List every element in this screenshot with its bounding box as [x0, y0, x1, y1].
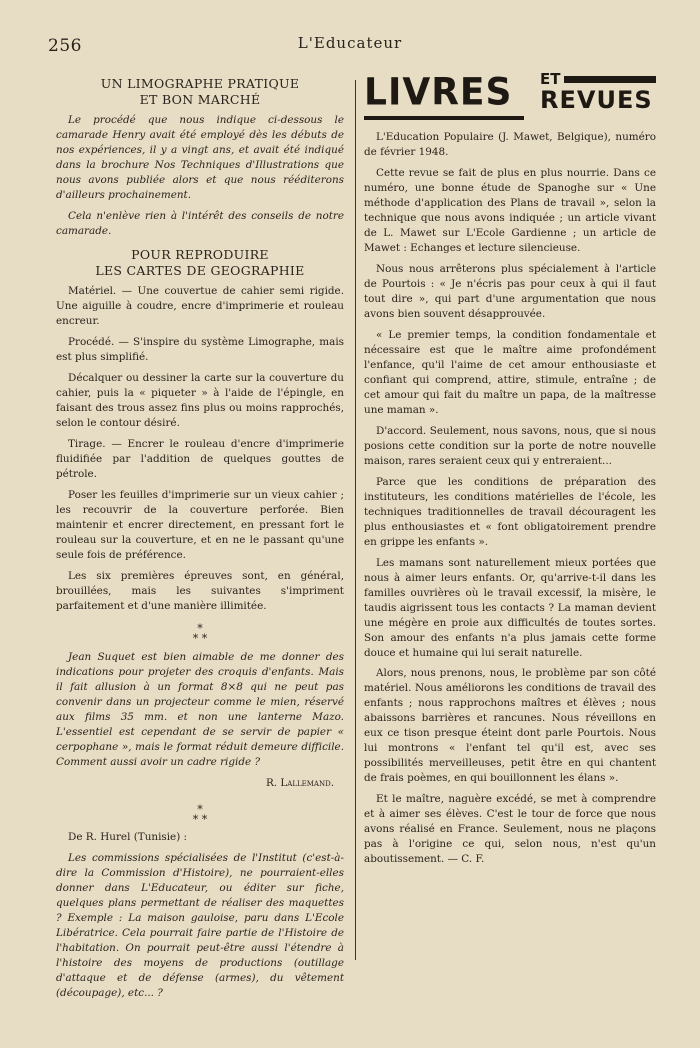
review-paragraph-3: D'accord. Seulement, nous savons, nous, que si nous posions cette condition sur la porte de notre nouvelle maison, rares seraient ceux qui y entreraient...	[364, 424, 656, 467]
article-subtitle-line-1: POUR REPRODUIRE	[131, 247, 269, 263]
review-paragraph-2: Nous nous arrêterons plus spécialement à l'article de Pourtois : « Je n'écris pas pour ceux à qui il faut tout dire », qui part d'une argumentation que nous avons bien souvent désapprouvée.	[364, 262, 656, 320]
paragraph-epreuves: Les six premières épreuves sont, en général, brouillées, mais les suivantes s'impriment parfaitement et d'une manière illimitée.	[56, 570, 344, 613]
paragraph-tirage: Tirage. — Encrer le rouleau d'encre d'imprimerie fluidifiée par l'addition de quelques gouttes de pétrole.	[56, 438, 344, 481]
review-paragraph-4: Parce que les conditions de préparation des instituteurs, les conditions matérielles de l'école, les techniques traditionnelles de travail découragent les plus enthousiastes et « font obligatoirement prendre en grippe les enfants ».	[364, 475, 656, 548]
masthead-revues: REVUES	[540, 86, 653, 114]
letter-from: De R. Hurel (Tunisie) :	[68, 831, 188, 844]
masthead-underline	[364, 116, 524, 120]
livres-revues-masthead	[364, 66, 658, 122]
article-subtitle	[56, 247, 344, 278]
review-paragraph-7: Et le maître, naguère excédé, se met à comprendre et à aimer ses élèves. C'est le tour de force que nous avons réalisé en France. Seulement, nous ne plaçons pas à l'origine ce qui, selon nous, n'est qu'un aboutissement. — C. F.	[364, 793, 656, 866]
review-paragraph-6: Alors, nous prenons, nous, le problème par son côté matériel. Nous améliorons les conditions de travail des enfants ; nous rapprochons maîtres et élèves ; nous abaissons barrières et rancunes. Nous réveillons en eux ce tison presque éteint dont parle Pourtois. Nous lui montrons « l'enfant tel qu'il est, avec ses possibilités merveilleuses, petit être en qui chantent de frais poèmes, en qui bouillonnent les élans ».	[364, 667, 656, 785]
page-number: 256	[48, 36, 82, 56]
right-column	[364, 130, 656, 873]
running-title: L'Educateur	[297, 34, 403, 52]
masthead-et: ET	[540, 70, 561, 88]
masthead-bar	[564, 76, 656, 83]
review-paragraph-1: Cette revue se fait de plus en plus nourrie. Dans ce numéro, une bonne étude de Spanoghe sur « Une méthode d'application des Plans de travail », selon la technique que nous avons indiquée ; un article vivant de L. Mawet sur L'Ecole Gardienne ; un article de Mawet : Echanges et lecture silencieuse.	[364, 166, 656, 254]
column-divider	[355, 80, 356, 960]
left-column	[56, 76, 344, 1007]
review-paragraph-5: Les mamans sont naturellement mieux portées que nous à aimer leurs enfants. Or, qu'arrive-t-il dans les familles ouvrières où le travail excessif, la misère, le taudis aigrissent tous les contacts ? La maman devient une mégère en proie aux difficultés de toutes sortes. Son amour des enfants n'a plus jamais cette forme douce et humaine qui lui serait naturelle.	[364, 556, 656, 659]
paragraph-decalquer: Décalquer ou dessiner la carte sur la couverture du cahier, puis la « piqueter » à l'aide de l'épingle, en faisant des trous assez fins plus ou moins rapprochés, selon le contour désiré.	[56, 372, 344, 430]
masthead-livres: LIVRES	[364, 70, 513, 115]
paragraph-procede: Procédé. — S'inspire du système Limographe, mais est plus simplifié.	[56, 336, 344, 364]
review-source: L'Education Populaire (J. Mawet, Belgique), numéro de février 1948.	[364, 131, 656, 158]
article-subtitle-line-2: LES CARTES DE GEOGRAPHIE	[95, 262, 305, 278]
review-quote: « Le premier temps, la condition fondamentale et nécessaire est que le maître aime profondément l'enfance, qu'il l'aime de cet amour enthousiaste et confiant qui comprend, attire, stimule, entraîne ; de cet amour qui fait du maître un papa, de la maîtresse une maman ».	[364, 328, 656, 416]
intro-paragraph: Le procédé que nous indique ci-dessous le camarade Henry avait été employé dès les débuts de nos expériences, il y a vingt ans, et avait été indiqué dans la brochure Nos Techniques d'Illustrations que nous avons publiée alors et que nous rééditerons d'ailleurs prochainement.	[56, 114, 344, 202]
paragraph-poser: Poser les feuilles d'imprimerie sur un vieux cahier ; les recouvrir de la couverture perforée. Bien maintenir et encrer directement, en pressant fort le rouleau sur la couverture, et en ne le passant qu'une seule fois de préférence.	[56, 489, 344, 562]
section-separator: * * *	[192, 622, 208, 645]
paragraph-materiel: Matériel. — Une couvertue de cahier semi rigide. Une aiguille à coudre, encre d'imprimerie et rouleau encreur.	[56, 285, 344, 328]
section-separator-2: * * *	[192, 802, 208, 826]
article-title	[56, 76, 344, 107]
intro-note: Cela n'enlève rien à l'intérêt des conseils de notre camarade.	[56, 210, 344, 238]
paragraph-suquet: Jean Suquet est bien aimable de me donner des indications pour projeter des croquis d'enfants. Mais il fait allusion à un format 8×8 qui ne peut pas convenir dans un projecteur comme le mien, réservé aux films 35 mm. et non une lanterne Mazo. L'essentiel est cependant de se servir de papier « cerpophane », mais le format réduit demeure difficile. Comment aussi avoir un cadre rigide ?	[56, 650, 344, 768]
article-title-line-1: UN LIMOGRAPHE PRATIQUE	[100, 76, 300, 91]
article-title-line-2: ET BON MARCHÉ	[139, 91, 261, 107]
signature: R. Lallemand.	[265, 776, 334, 789]
paragraph-hurel: Les commissions spécialisées de l'Institut (c'est-à-dire la Commission d'Histoire), ne pourraient-elles donner dans L'Educateur, ou éditer sur fiche, quelques plans permettant de réaliser des maquettes ? Exemple : La maison gauloise, paru dans L'Ecole Libératrice. Cela pourrait faire partie de l'Histoire de l'habitation. On pourrait peut-être aussi l'étendre à l'histoire des moyens de productions (outillage d'attaque et de défense (armes), du vêtement (découpage), etc... ?	[56, 852, 344, 1000]
